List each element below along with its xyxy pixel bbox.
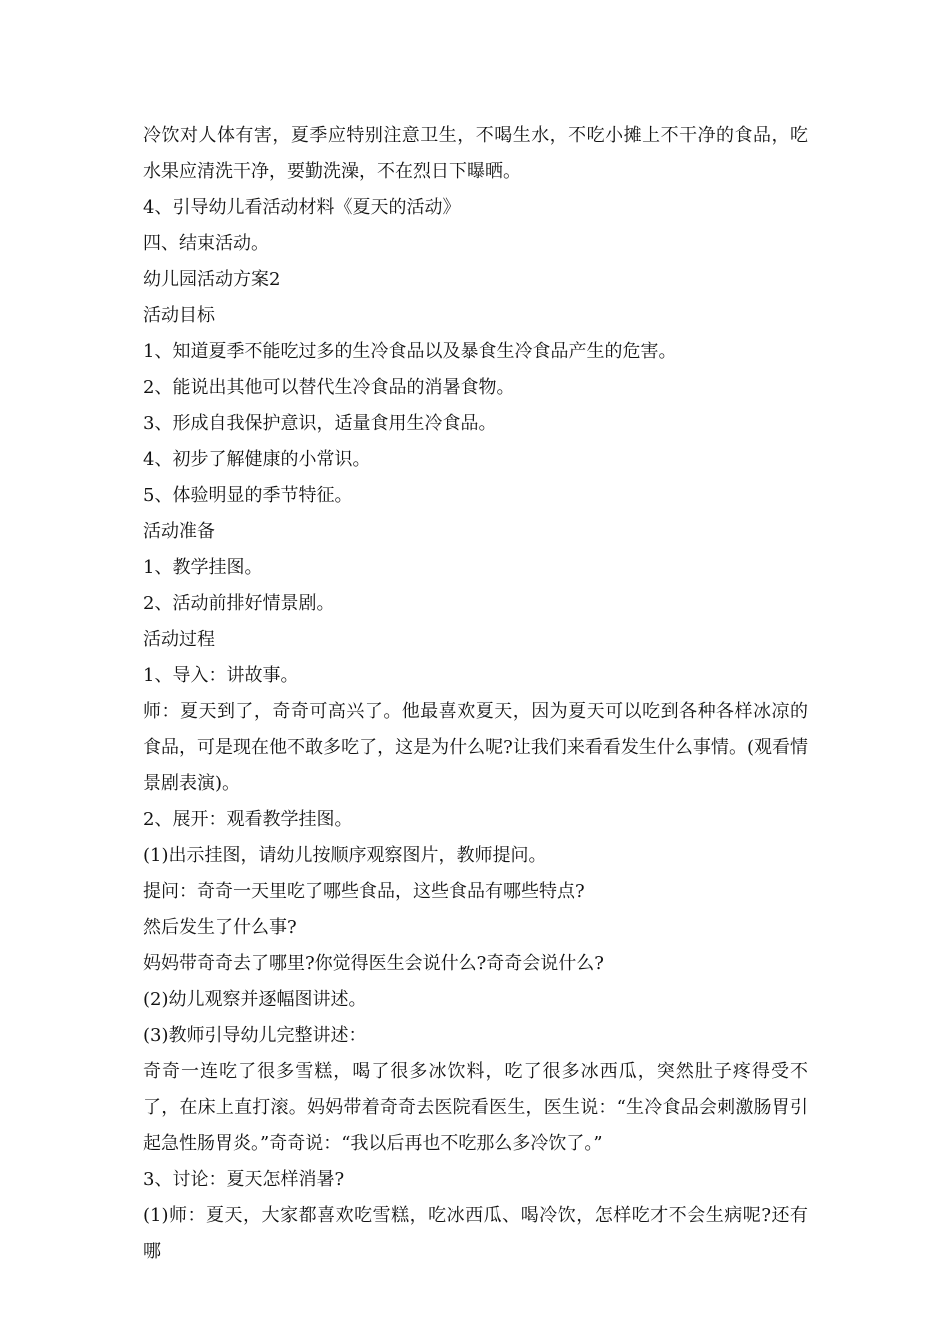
paragraph: 1、教学挂图。 [143,557,263,578]
section-title: 幼儿园活动方案2 [143,269,281,290]
paragraph: 3、形成自我保护意识，适量食用生冷食品。 [143,413,497,434]
section-heading: 活动过程 [143,629,215,650]
paragraph: 2、活动前排好情景剧。 [143,593,335,614]
paragraph: 提问：奇奇一天里吃了哪些食品，这些食品有哪些特点? [143,881,585,902]
paragraph: 1、知道夏季不能吃过多的生冷食品以及暴食生冷食品产生的危害。 [143,341,677,362]
paragraph: 然后发生了什么事? [143,917,297,938]
paragraph: (3)教师引导幼儿完整讲述： [143,1025,367,1046]
document-body [143,118,808,1270]
paragraph: 4、初步了解健康的小常识。 [143,449,371,470]
paragraph: 师：夏天到了，奇奇可高兴了。他最喜欢夏天，因为夏天可以吃到各种各样冰凉的食品，可是现在他不敢多吃了，这是为什么呢?让我们来看看发生什么事情。(观看情景剧表演)。 [143,701,808,794]
paragraph: 5、体验明显的季节特征。 [143,485,353,506]
paragraph: 四、结束活动。 [143,233,269,254]
paragraph: 1、导入：讲故事。 [143,665,299,686]
paragraph: 奇奇一连吃了很多雪糕，喝了很多冰饮料，吃了很多冰西瓜，突然肚子疼得受不了，在床上直打滚。妈妈带着奇奇去医院看医生，医生说：“生冷食品会刺激肠胃引起急性肠胃炎。”奇奇说：“我以后再也不吃那么多冷饮了。” [143,1061,808,1154]
paragraph: 冷饮对人体有害，夏季应特别注意卫生，不喝生水，不吃小摊上不干净的食品，吃水果应清洗干净，要勤洗澡，不在烈日下曝晒。 [143,125,808,182]
section-heading: 活动目标 [143,305,215,326]
paragraph: 3、讨论：夏天怎样消暑? [143,1169,345,1190]
paragraph: (1)师：夏天，大家都喜欢吃雪糕，吃冰西瓜、喝冷饮，怎样吃才不会生病呢?还有哪 [143,1205,808,1262]
paragraph: 4、引导幼儿看活动材料《夏天的活动》 [143,197,461,218]
paragraph: 2、能说出其他可以替代生冷食品的消暑食物。 [143,377,515,398]
section-heading: 活动准备 [143,521,215,542]
paragraph: 妈妈带奇奇去了哪里?你觉得医生会说什么?奇奇会说什么? [143,953,604,974]
paragraph: (2)幼儿观察并逐幅图讲述。 [143,989,367,1010]
paragraph: 2、展开：观看教学挂图。 [143,809,353,830]
paragraph: (1)出示挂图，请幼儿按顺序观察图片，教师提问。 [143,845,547,866]
